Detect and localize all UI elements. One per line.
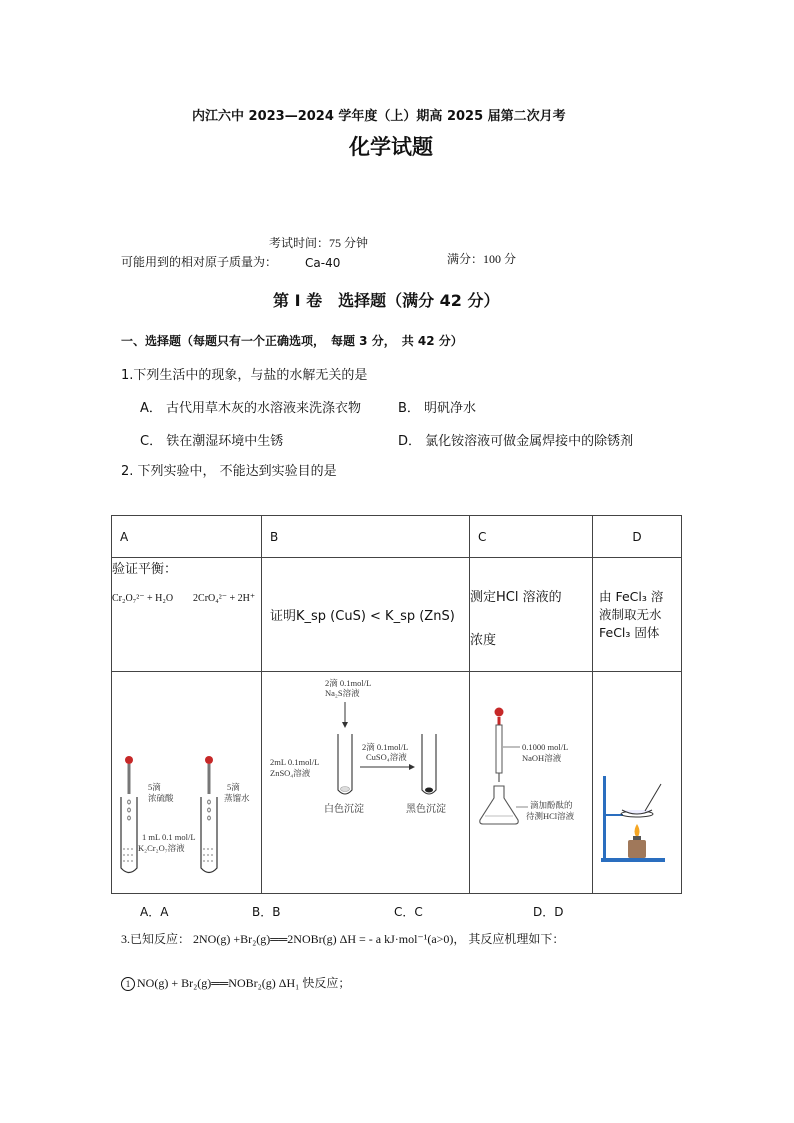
atomic-mass-label: 可能用到的相对原子质量为： [121,255,278,269]
dropper-bulb-right [205,756,213,764]
label-a-solution: K₂Cr₂O₇溶液 [138,843,185,853]
desc-a-equation: Cr₂O₇²⁻ + H₂O 2CrO₄²⁻ + 2H⁺ [112,593,256,604]
q1-stem: 1.下列生活中的现象，与盐的水解无关的是 [121,368,368,383]
desc-b [262,558,470,672]
q2-option-a: A．A [140,905,169,919]
label-b-znso4: ZnSO₄溶液 [270,768,311,778]
q1-option-d: D． 氯化铵溶液可做金属焊接中的除锈剂 [398,434,634,449]
header-d: D [593,516,682,558]
q2-stem: 2. 下列实验中， 不能达到实验目的是 [121,464,337,479]
label-b-black-ppt: 黑色沉淀 [406,804,446,815]
header-a: A [112,516,262,558]
evaporating-dish [622,810,652,814]
label-c-phenolphthalein: 滴加酚酞的 [530,800,573,810]
desc-d-line1: 由 FeCl₃ 溶 [599,589,664,604]
exam-title: 内江六中 2023—2024 学年度（上）期高 2025 届第二次月考 [192,109,566,124]
figure-b-precipitation [262,672,470,890]
atomic-mass-value: Ca-40 [305,256,341,270]
figure-c-titration [470,672,593,890]
desc-b-text: 证明K_sp (CuS) < K_sp (ZnS) [270,609,455,624]
desc-a [112,558,262,672]
label-b-cuso4-conc: 2滴 0.1mol/L [362,742,409,752]
header-c: C [470,516,593,558]
desc-c-line2: 浓度 [470,633,497,648]
label-a-5drops-2: 5滴 [227,782,240,792]
figure-c-cell [470,672,593,894]
label-c-naoh-conc: 0.1000 mol/L [522,742,569,752]
step1-text: NO(g) + Br₂(g)══NOBr₂(g) ΔH₁ 快反应； [137,976,351,990]
exam-time [269,234,368,251]
label-b-na2s: Na₂S溶液 [325,688,360,698]
q2-option-b: B．B [252,905,281,919]
exam-time-label: 考试时间： [269,236,330,250]
label-a-conc-acid: 浓硫酸 [148,793,174,803]
figure-a-test-tubes [112,672,262,890]
step1-number: 1 [121,977,135,991]
desc-d-line3: FeCl₃ 固体 [599,625,660,640]
q2-option-d: D．D [533,905,564,919]
q2-option-c: C．C [394,905,423,919]
figure-b-cell [262,672,470,894]
desc-c-line1: 测定HCl 溶液的 [470,590,562,605]
iron-stand-base [601,858,665,862]
desc-c [470,558,593,672]
test-tube-b-left [338,734,352,794]
q1-option-a: A． 古代用草木灰的水溶液来洗涤衣物 [140,401,362,416]
iron-stand-rod [603,776,606,860]
label-a-water: 蒸馏水 [224,793,250,803]
q1-option-c: C． 铁在潮湿环境中生锈 [140,434,284,449]
dropper-left [128,764,131,794]
label-a-5drops-1: 5滴 [148,782,161,792]
dropper-right [208,764,211,794]
full-score-label: 满分： [447,252,484,266]
test-tube-b-right [422,734,436,794]
q3-step1 [121,974,350,991]
conical-flask [480,786,518,824]
figure-d-cell [593,672,682,894]
dropper-bulb-left [125,756,133,764]
full-score-value: 100 分 [483,252,517,266]
q3-stem: 3.已知反应： 2NO(g) +Br₂(g)══2NOBr(g) ΔH = - a kJ·mol⁻¹(a>0)， 其反应机理如下： [121,932,565,946]
label-a-conc: 1 mL 0.1 mol/L [142,832,196,842]
glass-rod [645,784,661,811]
desc-d [593,558,682,672]
label-b-cuso4: CuSO₄溶液 [366,752,407,762]
exam-time-value: 75 分钟 [329,236,369,250]
alcohol-lamp [628,840,646,858]
q2-table [111,515,682,894]
header-b: B [262,516,470,558]
section-title: 第 I 卷 选择题（满分 42 分） [273,291,500,310]
part-title: 一、选择题（每题只有一个正确选项， 每题 3 分， 共 42 分） [121,334,463,348]
q1-option-b: B． 明矾净水 [398,401,477,416]
desc-a-title: 验证平衡： [112,562,178,577]
figure-d-evaporation [593,672,682,890]
label-b-na2s-conc: 2滴 0.1mol/L [325,678,372,688]
desc-d-line2: 液制取无水 [599,607,662,622]
label-c-hcl: 待测HCl溶液 [526,811,575,821]
figure-a-cell [112,672,262,894]
burette-bulb [495,708,504,717]
burette [496,725,502,773]
full-score [447,250,516,267]
label-c-naoh: NaOH溶液 [522,753,562,763]
flame [635,824,640,838]
subject-title: 化学试题 [349,135,433,159]
label-b-znso4-conc: 2mL 0.1mol/L [270,757,320,767]
label-b-white-ppt: 白色沉淀 [324,804,364,815]
